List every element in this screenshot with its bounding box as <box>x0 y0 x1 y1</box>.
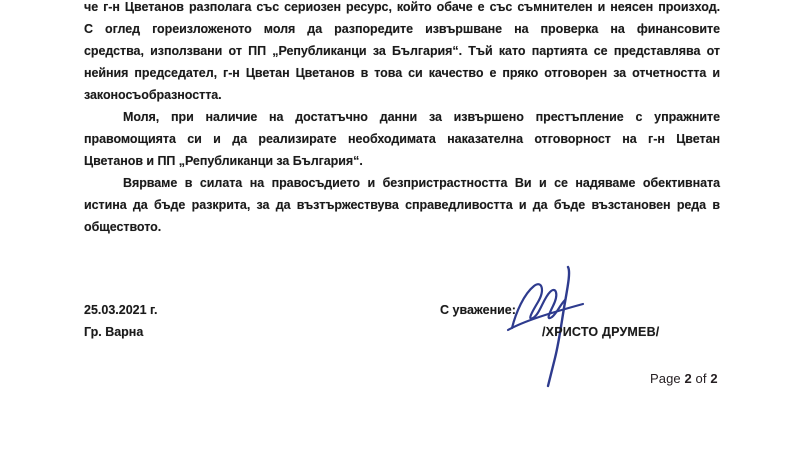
paragraph-2-line: Цветанов и ПП „Републиканци за България“. <box>84 154 363 168</box>
paragraph-3-line: истина да бъде разкрита, за да възтържествува справедливостта и да бъде възстановен реда в <box>84 198 720 212</box>
paragraph-3-line: Вярваме в силата на правосъдието и безпристрастността Ви и се надяваме обективната <box>123 176 720 190</box>
paragraph-1-line: С оглед гореизложеното моля да разпоредите извършване на проверка на финансовите <box>84 22 720 36</box>
paragraph-1-line: средства, използвани от ПП „Републиканци за България“. Тъй като партията се представлява от <box>84 44 720 58</box>
paragraph-2-line: Моля, при наличие на достатъчно данни за извършено престъпление с упражните <box>123 110 720 124</box>
signer-name: /ХРИСТО ДРУМЕВ/ <box>542 325 660 339</box>
paragraph-1-line: законосъобразността. <box>84 88 222 102</box>
paragraph-1-line: че г-н Цветанов разполага със сериозен ресурс, който обаче е със съмнителен и неясен произход. <box>84 0 720 14</box>
page-footer <box>650 368 718 390</box>
footer-of-label: of <box>695 371 707 386</box>
date-city-block <box>84 299 157 343</box>
document-date: 25.03.2021 г. <box>84 303 158 317</box>
closing-salutation: С уважение: <box>440 303 516 317</box>
document-city: Гр. Варна <box>84 325 144 339</box>
footer-page-label: Page <box>650 371 681 386</box>
footer-current-page: 2 <box>684 371 692 386</box>
footer-total-pages: 2 <box>710 371 718 386</box>
paragraph-1-line: нейния председател, г-н Цветан Цветанов в това си качество е пряко отговорен за отчетността и <box>84 66 720 80</box>
paragraph-2-line: правомощията си и да реализирате необходимата наказателна отговорност на г-н Цветан <box>84 132 720 146</box>
paragraph-3-line: обществото. <box>84 220 162 234</box>
document-body <box>84 0 720 238</box>
